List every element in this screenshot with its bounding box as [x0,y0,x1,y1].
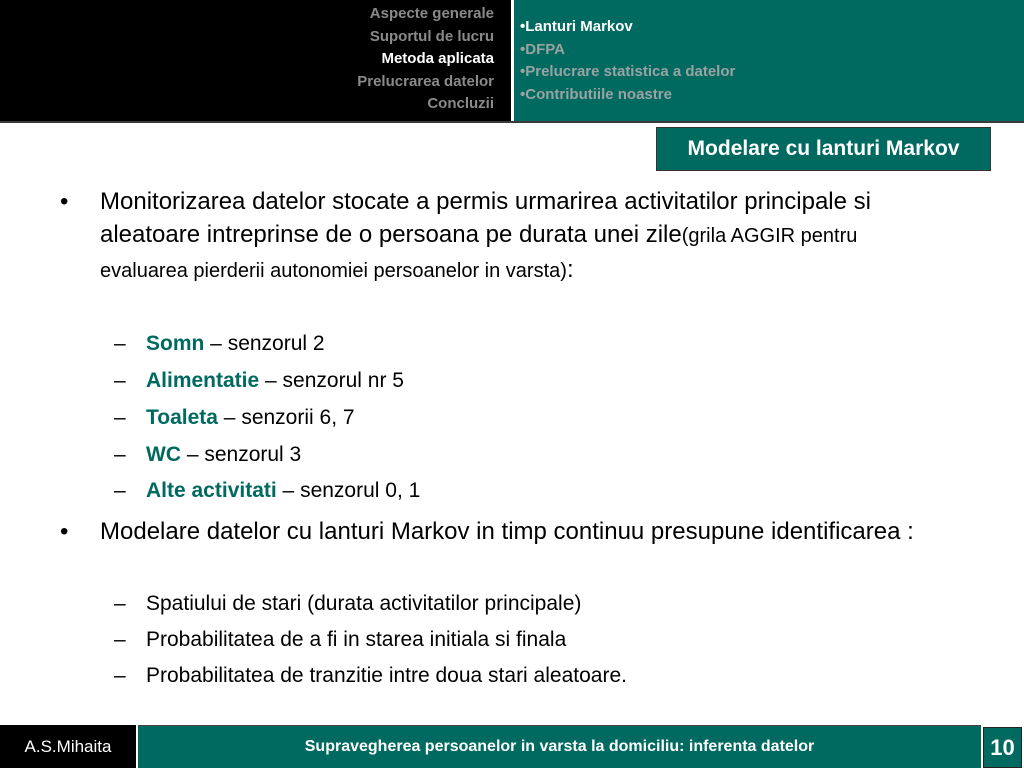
activity-name: WC [146,443,181,466]
bullet-text: Monitorizarea datelor stocate a permis urmarirea activitatilor principale si aleatoare intreprinse de o persoana pe durata unei zile [100,188,871,248]
dash-marker: – [114,443,126,466]
activity-name: Somn [146,332,205,355]
subsection-item-dfpa[interactable]: •DFPA [520,40,565,58]
activity-detail: – senzorul 2 [204,332,325,355]
bullet-colon: : [566,256,574,283]
subsection-item-lanturi-markov[interactable]: •Lanturi Markov [520,18,633,35]
outline-item-prelucrarea-datelor[interactable]: Prelucrarea datelor [357,72,494,90]
outline-item-suportul-de-lucru[interactable]: Suportul de lucru [369,27,494,45]
activity-detail: – senzorul 0, 1 [276,479,421,502]
dash-marker: – [114,406,126,429]
bullet-marker: • [60,518,69,545]
bullet-monitorizare [60,185,920,288]
dash-marker: – [114,628,126,651]
bullet-text: Modelare datelor cu lanturi Markov in timp continuu presupune identificarea : [100,518,914,545]
activity-name: Toaleta [146,406,218,429]
activity-detail: – senzorul 3 [181,443,302,466]
identification-text: Probabilitatea de tranzitie intre doua stari aleatoare. [146,664,627,687]
identification-text: Spatiului de stari (durata activitatilor principale) [146,592,582,615]
outline-item-aspecte-generale[interactable]: Aspecte generale [369,5,494,22]
subsection-list [520,16,735,106]
subsection-item-prelucrare-statistica[interactable]: •Prelucrare statistica a datelor [520,63,736,80]
activity-item [114,441,906,469]
activity-detail: – senzorii 6, 7 [217,406,355,429]
activity-item [114,367,906,395]
identification-text: Probabilitatea de a fi in starea initiala si finala [146,628,567,651]
dash-marker: – [114,479,126,502]
dash-marker: – [114,592,126,615]
dash-marker: – [114,332,126,355]
subsection-item-contributiile-noastre[interactable]: •Contributiile noastre [520,85,672,103]
footer-title: Supravegherea persoanelor in varsta la domiciliu: inferenta datelor [138,725,981,768]
section-title-badge: Modelare cu lanturi Markov [656,127,991,171]
outline-item-concluzii[interactable]: Concluzii [427,95,494,112]
identification-item [114,590,906,618]
header-divider [0,121,1024,123]
identification-item [114,626,906,654]
activity-item [114,330,906,358]
section-outline-panel [0,0,511,121]
identification-item [114,662,906,690]
footer-author: A.S.Mihaita [0,725,136,768]
activity-item [114,404,906,432]
dash-marker: – [114,664,126,687]
activity-detail: – senzorul nr 5 [259,369,404,392]
activity-name: Alte activitati [146,479,277,502]
activity-item [114,477,906,505]
bullet-modelare [60,515,920,548]
dash-marker: – [114,369,126,392]
bullet-marker: • [60,188,69,215]
section-outline-list [357,3,494,116]
activity-name: Alimentatie [146,369,260,392]
bullet-note: (grila AGGIR pentru evaluarea pierderii autonomiei persoanelor in varsta) [100,225,858,282]
page-number: 10 [983,727,1022,768]
outline-item-metoda-aplicata[interactable]: Metoda aplicata [381,50,494,67]
subsection-panel [513,0,1024,121]
